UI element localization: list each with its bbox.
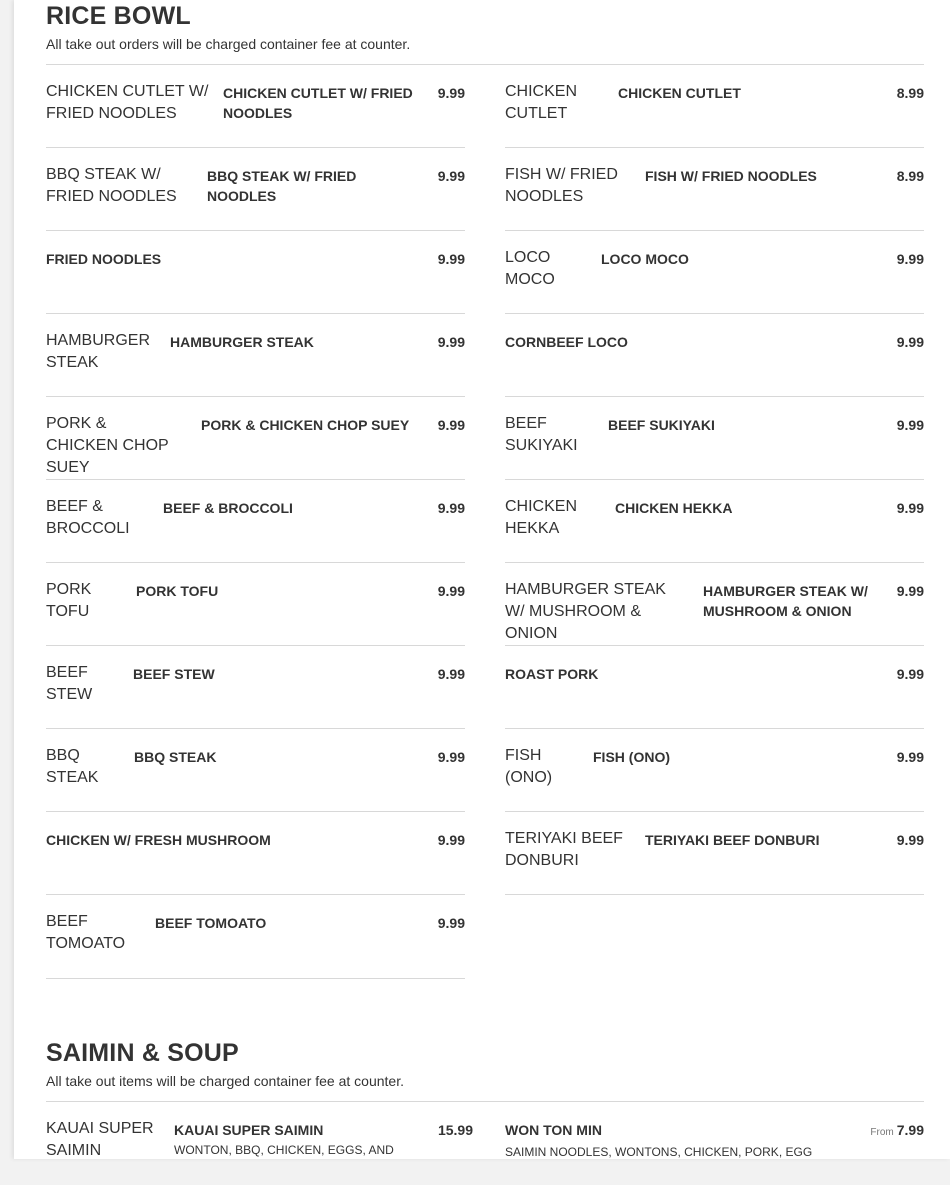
menu-item[interactable] bbox=[505, 563, 924, 646]
item-price: 9.99 bbox=[437, 168, 465, 184]
item-price: 9.99 bbox=[437, 334, 465, 350]
item-image[interactable]: PORK & CHICKEN CHOP SUEY bbox=[46, 415, 169, 476]
item-name[interactable]: ROAST PORK bbox=[505, 666, 599, 682]
menu-item[interactable] bbox=[46, 729, 465, 812]
price-prefix: From bbox=[870, 1127, 894, 1138]
item-price: 9.99 bbox=[437, 832, 465, 848]
item-image[interactable]: KAUAI SUPER SAIMIN bbox=[46, 1120, 154, 1159]
item-image[interactable]: PORK TOFU bbox=[46, 581, 92, 620]
menu-item[interactable] bbox=[505, 397, 924, 480]
item-image[interactable]: FISH (ONO) bbox=[505, 747, 553, 786]
item-price-group bbox=[870, 1120, 924, 1143]
item-price: 9.99 bbox=[896, 500, 924, 516]
item-image[interactable]: BEEF SUKIYAKI bbox=[505, 415, 578, 454]
item-name[interactable]: CHICKEN HEKKA bbox=[615, 500, 733, 516]
item-price: 7.99 bbox=[896, 1122, 924, 1138]
item-price: 9.99 bbox=[437, 666, 465, 682]
item-price: 8.99 bbox=[896, 168, 924, 184]
menu-item[interactable] bbox=[46, 397, 465, 480]
item-price: 9.99 bbox=[896, 832, 924, 848]
item-name[interactable]: BEEF STEW bbox=[133, 666, 215, 682]
item-name[interactable]: FISH (ONO) bbox=[593, 749, 670, 765]
item-name[interactable]: KAUAI SUPER SAIMIN bbox=[174, 1122, 324, 1138]
item-image[interactable]: HAMBURGER STEAK bbox=[46, 332, 151, 371]
item-price: 9.99 bbox=[896, 251, 924, 267]
item-name[interactable]: WON TON MIN bbox=[505, 1122, 602, 1138]
item-image[interactable]: TERIYAKI BEEF DONBURI bbox=[505, 830, 623, 869]
menu-item[interactable] bbox=[505, 646, 924, 729]
item-price: 9.99 bbox=[437, 251, 465, 267]
menu-item[interactable] bbox=[505, 148, 924, 231]
item-price: 9.99 bbox=[896, 334, 924, 350]
item-image[interactable]: CHICKEN CUTLET W/ FRIED NOODLES bbox=[46, 83, 209, 122]
item-price: 9.99 bbox=[437, 500, 465, 516]
item-price: 9.99 bbox=[437, 85, 465, 101]
item-price: 9.99 bbox=[896, 749, 924, 765]
item-name[interactable]: BBQ STEAK bbox=[134, 749, 217, 765]
item-price: 9.99 bbox=[896, 583, 924, 599]
menu-item[interactable] bbox=[46, 646, 465, 729]
item-price: 9.99 bbox=[437, 749, 465, 765]
item-description: WONTON, BBQ, CHICKEN, EGGS, AND bbox=[174, 1143, 394, 1157]
item-image[interactable]: BBQ STEAK bbox=[46, 747, 99, 786]
item-price: 8.99 bbox=[896, 85, 924, 101]
item-name[interactable]: PORK TOFU bbox=[136, 583, 219, 599]
menu-item[interactable] bbox=[505, 1102, 924, 1185]
item-name[interactable]: FISH W/ FRIED NOODLES bbox=[645, 168, 817, 184]
item-name[interactable]: TERIYAKI BEEF DONBURI bbox=[645, 832, 820, 848]
item-description: SAIMIN NOODLES, WONTONS, CHICKEN, PORK, EGG bbox=[505, 1145, 813, 1159]
item-image[interactable]: FISH W/ FRIED NOODLES bbox=[505, 166, 618, 205]
item-name[interactable]: LOCO MOCO bbox=[601, 251, 689, 267]
item-name[interactable]: CHICKEN CUTLET W/ FRIED NOODLES bbox=[223, 85, 413, 121]
item-name[interactable]: BEEF TOMOATO bbox=[155, 915, 267, 931]
item-image[interactable]: CHICKEN HEKKA bbox=[505, 498, 578, 537]
item-price: 15.99 bbox=[437, 1122, 473, 1138]
item-name[interactable]: FRIED NOODLES bbox=[46, 251, 162, 267]
item-name[interactable]: BEEF SUKIYAKI bbox=[608, 417, 715, 433]
menu-item[interactable] bbox=[505, 480, 924, 563]
item-name[interactable]: BBQ STEAK W/ FRIED NOODLES bbox=[207, 168, 357, 204]
item-name[interactable]: HAMBURGER STEAK bbox=[170, 334, 314, 350]
item-image[interactable]: LOCO MOCO bbox=[505, 249, 555, 288]
menu-item[interactable] bbox=[46, 314, 465, 397]
item-image[interactable]: CHICKEN CUTLET bbox=[505, 83, 578, 122]
item-name[interactable]: CORNBEEF LOCO bbox=[505, 334, 628, 350]
section-note-saimin-soup: All take out items will be charged container fee at counter. bbox=[46, 1073, 404, 1089]
item-name[interactable]: CHICKEN CUTLET bbox=[618, 85, 741, 101]
menu-item[interactable] bbox=[46, 480, 465, 563]
menu-item[interactable] bbox=[46, 1102, 473, 1185]
menu-item[interactable] bbox=[505, 231, 924, 314]
item-image[interactable]: BEEF & BROCCOLI bbox=[46, 498, 130, 537]
menu-item[interactable] bbox=[505, 314, 924, 397]
item-price: 9.99 bbox=[437, 915, 465, 931]
menu-item[interactable] bbox=[46, 231, 465, 314]
section-title-saimin-soup: SAIMIN & SOUP bbox=[46, 1039, 239, 1067]
item-image[interactable]: HAMBURGER STEAK W/ MUSHROOM & ONION bbox=[505, 581, 666, 642]
item-name[interactable]: HAMBURGER STEAK W/ MUSHROOM & ONION bbox=[703, 583, 868, 619]
item-name[interactable]: BEEF & BROCCOLI bbox=[163, 500, 293, 516]
menu-item[interactable] bbox=[46, 65, 465, 148]
section-title-rice-bowl: RICE BOWL bbox=[46, 2, 191, 30]
item-image[interactable]: BEEF TOMOATO bbox=[46, 913, 126, 952]
item-price: 9.99 bbox=[896, 417, 924, 433]
item-price: 9.99 bbox=[437, 583, 465, 599]
menu-item[interactable] bbox=[46, 812, 465, 895]
item-price: 9.99 bbox=[896, 666, 924, 682]
item-name[interactable]: PORK & CHICKEN CHOP SUEY bbox=[201, 417, 410, 433]
menu-item[interactable] bbox=[46, 895, 465, 979]
item-image[interactable]: BBQ STEAK W/ FRIED NOODLES bbox=[46, 166, 177, 205]
menu-item[interactable] bbox=[505, 65, 924, 148]
section-note-rice-bowl: All take out orders will be charged container fee at counter. bbox=[46, 36, 411, 52]
item-name[interactable]: CHICKEN W/ FRESH MUSHROOM bbox=[46, 832, 271, 848]
item-price: 9.99 bbox=[437, 417, 465, 433]
menu-item[interactable] bbox=[505, 729, 924, 812]
menu-item[interactable] bbox=[505, 812, 924, 895]
item-image[interactable]: BEEF STEW bbox=[46, 664, 93, 703]
menu-item[interactable] bbox=[46, 563, 465, 646]
menu-item[interactable] bbox=[46, 148, 465, 231]
